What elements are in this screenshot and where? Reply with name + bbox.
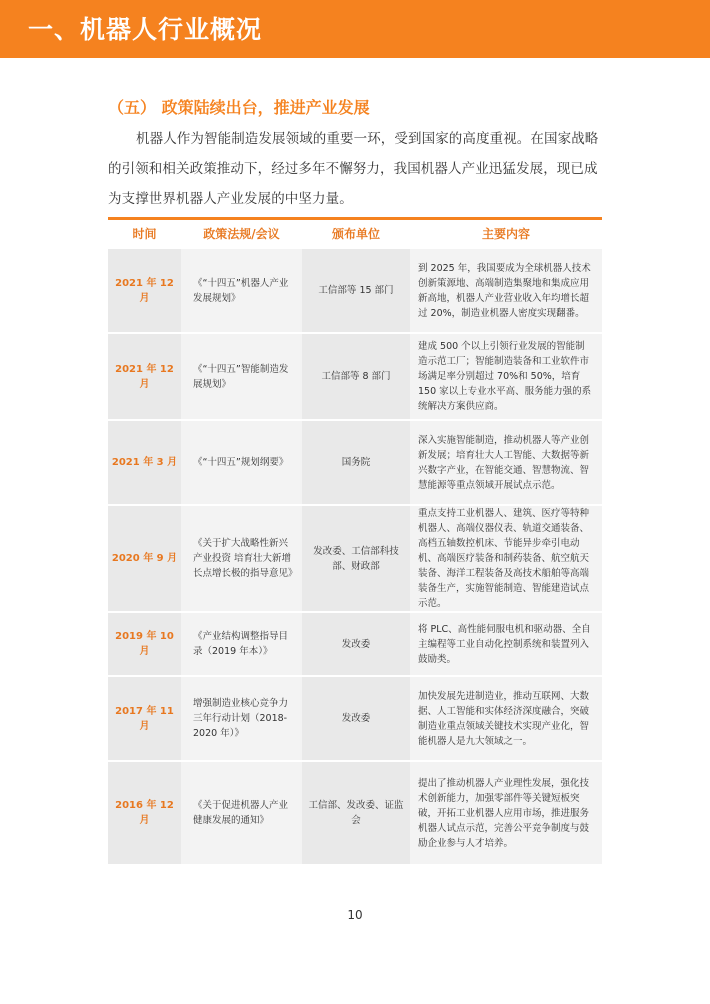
table-row [108,248,602,333]
cell-unit: 国务院 [302,420,410,505]
policy-table [108,220,602,864]
cell-unit: 发改委、工信部科技部、财政部 [302,505,410,612]
header-unit: 颁布单位 [302,220,410,248]
cell-content: 到 2025 年，我国要成为全球机器人技术创新策源地、高端制造集聚地和集成应用新高地，机器人产业营业收入年均增长超过 20%，制造业机器人密度实现翻番。 [410,248,602,333]
table-header-row [108,220,602,248]
cell-content: 加快发展先进制造业，推动互联网、大数据、人工智能和实体经济深度融合，突破制造业重点领域关键技术实现产业化，智能机器人是九大领域之一。 [410,676,602,761]
cell-unit: 发改委 [302,612,410,676]
cell-content: 提出了推动机器人产业理性发展，强化技术创新能力，加强零部件等关键短板突破，开拓工业机器人应用市场，推进服务机器人试点示范，完善公平竞争制度与鼓励企业参与人才培养。 [410,761,602,864]
cell-content: 深入实施智能制造，推动机器人等产业创新发展；培育壮大人工智能、大数据等新兴数字产业，在智能交通、智慧物流、智慧能源等重点领域开展试点示范。 [410,420,602,505]
cell-policy: 《“十四五”智能制造发展规划》 [181,333,302,420]
cell-policy: 《“十四五”机器人产业发展规划》 [181,248,302,333]
header-time: 时间 [108,220,181,248]
table-row [108,612,602,676]
cell-time: 2021 年 12 月 [108,248,181,333]
cell-policy: 《“十四五”规划纲要》 [181,420,302,505]
header-content: 主要内容 [410,220,602,248]
cell-unit: 工信部等 15 部门 [302,248,410,333]
cell-time: 2016 年 12 月 [108,761,181,864]
cell-unit: 工信部、发改委、证监会 [302,761,410,864]
chapter-title: 一、机器人行业概况 [28,15,263,44]
header-policy: 政策法规/会议 [181,220,302,248]
table-row [108,676,602,761]
cell-time: 2020 年 9 月 [108,505,181,612]
cell-unit: 工信部等 8 部门 [302,333,410,420]
cell-policy: 增强制造业核心竞争力三年行动计划（2018-2020 年）》 [181,676,302,761]
chapter-banner [0,0,710,58]
cell-time: 2019 年 10 月 [108,612,181,676]
table-row [108,333,602,420]
cell-content: 重点支持工业机器人、建筑、医疗等特种机器人、高端仪器仪表、轨道交通装备、高档五轴数控机床、节能异步牵引电动机、高端医疗装备和制药装备、航空航天装备、海洋工程装备及高技术船舶等高端装备生产，实施智能制造、智能建造试点示范。 [410,505,602,612]
cell-unit: 发改委 [302,676,410,761]
intro-paragraph: 机器人作为智能制造发展领域的重要一环，受到国家的高度重视。在国家战略的引领和相关政策推动下，经过多年不懈努力，我国机器人产业迅猛发展，现已成为支撑世界机器人产业发展的中坚力量。 [108,131,599,207]
cell-time: 2021 年 3 月 [108,420,181,505]
cell-content: 建成 500 个以上引领行业发展的智能制造示范工厂；智能制造装备和工业软件市场满足率分别超过 70%和 50%，培育 150 家以上专业水平高、服务能力强的系统解决方案供应商。 [410,333,602,420]
cell-content: 将 PLC、高性能伺服电机和驱动器、全自主编程等工业自动化控制系统和装置列入鼓励类。 [410,612,602,676]
cell-policy: 《关于促进机器人产业健康发展的通知》 [181,761,302,864]
page-number: 10 [347,908,363,922]
section-title: （五） 政策陆续出台，推进产业发展 [108,98,370,117]
table-row [108,761,602,864]
policy-table-container [108,217,602,864]
table-row [108,505,602,612]
cell-policy: 《关于扩大战略性新兴产业投资 培育壮大新增长点增长极的指导意见》 [181,505,302,612]
cell-time: 2021 年 12 月 [108,333,181,420]
cell-time: 2017 年 11 月 [108,676,181,761]
cell-policy: 《产业结构调整指导目录（2019 年本）》 [181,612,302,676]
table-row [108,420,602,505]
